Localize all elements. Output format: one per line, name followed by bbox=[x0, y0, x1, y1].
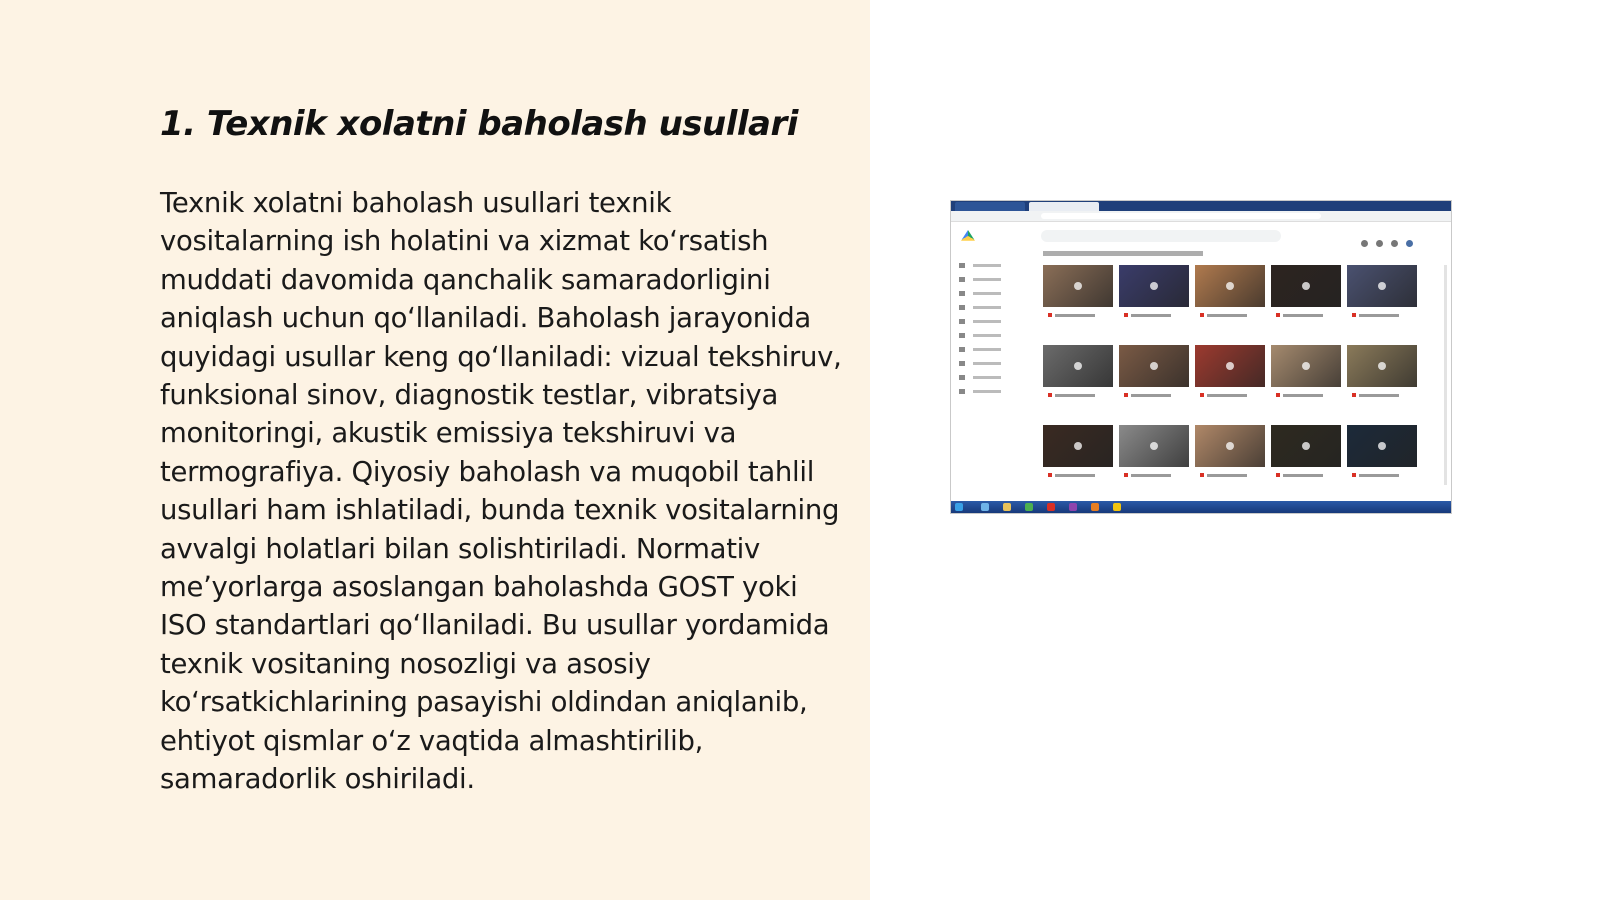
file-browser-screenshot bbox=[950, 200, 1452, 514]
scrollbar bbox=[1444, 265, 1447, 485]
video-thumbnail bbox=[1271, 345, 1341, 403]
video-thumbnail bbox=[1347, 425, 1417, 483]
play-icon bbox=[1150, 282, 1158, 290]
slide-body-text: Texnik xolatni baholash usullari texnik vositalarning ish holatini va xizmat koʻrsatish muddati davomida qanchalik samaradorligini aniqlash uchun qoʻllaniladi. Baholash jarayonida quyidagi usullar keng qoʻllaniladi: vizual tekshiruv, funksional sinov, diagnostik testlar, vibratsiya monitoringi, akustik emissiya tekshiruvi va termografiya. Qiyosiy baholash va muqobil tahlil usullari ham ishlatiladi, bunda texnik vositalarning avvalgi holatlari bilan solishtiriladi. Normativ meʼyorlarga asoslangan baholashda GOST yoki ISO standartlari qoʻllaniladi. Bu usullar yordamida texnik vositaning nosozligi va asosiy koʻrsatkichlarining pasayishi oldindan aniqlanib, ehtiyot qismlar oʻz vaqtida almashtirilib, samaradorlik oshiriladi. bbox=[160, 187, 842, 796]
video-thumbnail bbox=[1119, 425, 1189, 483]
video-thumbnail bbox=[1347, 265, 1417, 323]
sidebar bbox=[959, 263, 1029, 423]
play-icon bbox=[1302, 442, 1310, 450]
video-thumbnail bbox=[1043, 265, 1113, 323]
breadcrumb bbox=[1043, 251, 1203, 256]
header-icons bbox=[1353, 232, 1443, 240]
play-icon bbox=[1378, 282, 1386, 290]
play-icon bbox=[1074, 282, 1082, 290]
video-thumbnail bbox=[1195, 425, 1265, 483]
video-thumbnail bbox=[1119, 265, 1189, 323]
video-thumbnail bbox=[1195, 265, 1265, 323]
play-icon bbox=[1378, 442, 1386, 450]
browser-tab-bar bbox=[951, 201, 1451, 211]
video-thumbnail bbox=[1271, 265, 1341, 323]
video-thumbnail bbox=[1119, 345, 1189, 403]
video-thumbnail bbox=[1043, 425, 1113, 483]
drive-logo-icon bbox=[961, 230, 975, 242]
video-thumbnail bbox=[1043, 345, 1113, 403]
video-thumbnail bbox=[1271, 425, 1341, 483]
play-icon bbox=[1302, 362, 1310, 370]
play-icon bbox=[1302, 282, 1310, 290]
play-icon bbox=[1074, 362, 1082, 370]
search-bar bbox=[1041, 230, 1281, 242]
address-bar bbox=[951, 211, 1451, 222]
slide-title: 1. Texnik xolatni baholash usullari bbox=[160, 104, 798, 144]
play-icon bbox=[1150, 362, 1158, 370]
play-icon bbox=[1074, 442, 1082, 450]
video-thumbnail bbox=[1347, 345, 1417, 403]
play-icon bbox=[1226, 362, 1234, 370]
play-icon bbox=[1150, 442, 1158, 450]
play-icon bbox=[1226, 282, 1234, 290]
play-icon bbox=[1378, 362, 1386, 370]
video-thumbnail bbox=[1195, 345, 1265, 403]
play-icon bbox=[1226, 442, 1234, 450]
taskbar bbox=[951, 501, 1451, 513]
